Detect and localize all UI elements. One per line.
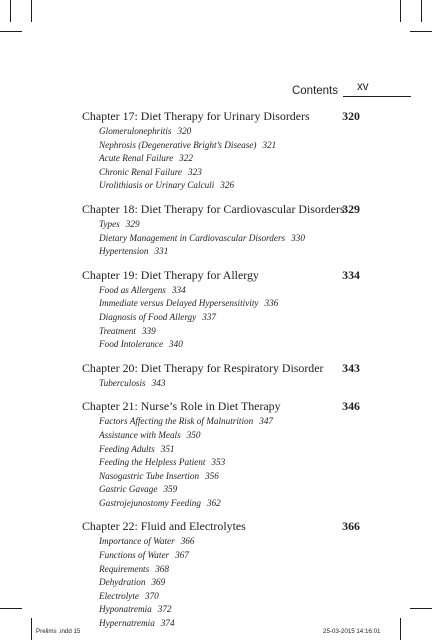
toc-chapter: [82, 107, 360, 193]
entry-title: Hyponatremia: [99, 604, 152, 615]
entry-page-number: 369: [151, 577, 166, 588]
entry-page-number: 320: [177, 126, 192, 136]
chapter-page-number: 320: [342, 109, 360, 123]
crop-mark-top-right-h: [410, 31, 432, 32]
entry-title: Factors Affecting the Risk of Malnutrition: [99, 416, 254, 427]
toc-entry: [99, 535, 360, 549]
toc-chapter: [82, 517, 360, 630]
chapter-title: Chapter 21: Nurse’s Role in Diet Therapy: [82, 399, 281, 414]
entry-page-number: 359: [163, 484, 178, 495]
chapter-page-number: 346: [342, 399, 360, 414]
entry-page-number: 337: [202, 311, 217, 322]
toc-entry: [99, 152, 360, 166]
entry-title: Urolithiasis or Urinary Calculi: [99, 180, 215, 191]
footer-file-name: Prelims .indd 15: [36, 628, 81, 635]
toc-entry: [99, 311, 360, 325]
entry-title: Gastric Gavage: [99, 484, 158, 495]
chapter-page-number: 343: [342, 360, 360, 375]
toc-chapter: [82, 266, 360, 352]
chapter-entries: [82, 218, 360, 259]
toc-entry: [99, 576, 360, 590]
chapter-heading: [82, 517, 360, 535]
entry-title: Treatment: [99, 325, 136, 336]
toc-entry: [99, 483, 360, 497]
toc-chapter: [82, 359, 360, 391]
toc-entry: [99, 456, 360, 470]
chapter-page-number: 329: [342, 201, 360, 216]
entry-page-number: 326: [220, 180, 235, 191]
crop-mark-bottom-right-h: [410, 608, 432, 609]
chapter-title: Chapter 20: Diet Therapy for Respiratory Disorder: [82, 360, 324, 375]
chapter-heading: [82, 107, 360, 125]
entry-page-number: 353: [211, 457, 226, 468]
entry-page-number: 368: [155, 563, 169, 574]
entry-title: Tuberculosis: [99, 377, 146, 388]
chapter-heading: [82, 359, 360, 377]
entry-title: Hypertension: [99, 246, 149, 257]
entry-page-number: 370: [144, 590, 159, 601]
crop-mark-top-right-v2: [421, 0, 422, 22]
entry-page-number: 343: [151, 377, 166, 388]
entry-page-number: 350: [186, 429, 201, 440]
entry-page-number: 362: [206, 497, 221, 508]
toc-entry: [99, 338, 360, 352]
toc-entry: [99, 563, 360, 577]
chapter-page-number: 366: [342, 519, 360, 534]
running-header-title: Contents: [291, 85, 338, 97]
footer-timestamp: 25-03-2015 14:16:01: [323, 628, 381, 635]
chapter-heading: [82, 266, 360, 284]
entry-title: Glomerulonephritis: [99, 126, 172, 136]
chapter-entries: [82, 535, 360, 630]
chapter-title: Chapter 22: Fluid and Electrolytes: [82, 519, 246, 534]
entry-title: Dietary Management in Cardiovascular Disorders: [99, 232, 286, 243]
toc-entry: [99, 470, 360, 484]
chapter-entries: [82, 377, 360, 391]
entry-title: Chronic Renal Failure: [99, 166, 183, 177]
toc-entry: [99, 377, 360, 391]
chapter-page-number: 334: [342, 267, 360, 282]
toc-entry: [99, 443, 360, 457]
toc-entry: [99, 590, 360, 604]
toc-entry: [99, 139, 360, 153]
entry-page-number: 329: [125, 218, 140, 229]
running-header-page-number: xv: [357, 81, 369, 93]
entry-page-number: 367: [175, 550, 189, 561]
entry-page-number: 372: [157, 604, 172, 615]
entry-page-number: 322: [179, 153, 193, 164]
chapter-heading: [82, 397, 360, 415]
entry-page-number: 321: [262, 139, 277, 150]
entry-title: Food as Allergens: [99, 284, 166, 295]
toc-entry: [99, 245, 360, 259]
entry-page-number: 323: [188, 166, 202, 177]
entry-page-number: 351: [160, 443, 175, 454]
chapter-title: Chapter 18: Diet Therapy for Cardiovascular Disorders: [82, 201, 345, 216]
toc-entry: [99, 325, 360, 339]
entry-page-number: 374: [160, 618, 175, 629]
chapter-title: Chapter 17: Diet Therapy for Urinary Disorders: [82, 109, 310, 123]
crop-mark-bottom-right-v: [400, 618, 401, 640]
crop-mark-top-left-v2: [10, 0, 11, 22]
toc-chapter: [82, 200, 360, 259]
toc-entry: [99, 125, 360, 139]
table-of-contents: [82, 107, 360, 638]
entry-page-number: 340: [169, 339, 183, 350]
toc-entry: [99, 415, 360, 429]
crop-mark-top-left-h: [0, 31, 22, 32]
entry-title: Feeding Adults: [99, 443, 155, 454]
toc-chapter: [82, 397, 360, 510]
entry-page-number: 366: [180, 536, 195, 547]
crop-mark-bottom-left-h: [0, 608, 22, 609]
entry-page-number: 356: [205, 470, 219, 481]
entry-title: Nephrosis (Degenerative Bright’s Disease): [99, 139, 257, 150]
entry-title: Food Intolerance: [99, 339, 164, 350]
toc-entry: [99, 179, 360, 193]
entry-title: Feeding the Helpless Patient: [99, 457, 206, 468]
entry-title: Functions of Water: [99, 550, 170, 561]
toc-entry: [99, 497, 360, 511]
chapter-entries: [82, 415, 360, 510]
entry-title: Requirements: [99, 563, 150, 574]
entry-title: Electrolyte: [99, 590, 139, 601]
entry-page-number: 330: [291, 232, 305, 243]
entry-title: Dehydration: [99, 577, 146, 588]
entry-title: Hypernatremia: [99, 618, 155, 629]
toc-entry: [99, 429, 360, 443]
toc-entry: [99, 603, 360, 617]
entry-page-number: 339: [141, 325, 156, 336]
entry-page-number: 331: [154, 246, 169, 257]
entry-title: Immediate versus Delayed Hypersensitivity: [99, 298, 259, 309]
entry-title: Importance of Water: [99, 536, 175, 547]
entry-page-number: 347: [259, 416, 273, 427]
entry-title: Gastrojejunostomy Feeding: [99, 497, 201, 508]
chapter-entries: [82, 284, 360, 352]
toc-entry: [99, 218, 360, 232]
entry-title: Acute Renal Failure: [99, 153, 174, 164]
toc-entry: [99, 549, 360, 563]
entry-page-number: 334: [171, 284, 186, 295]
crop-mark-top-right-v: [400, 0, 401, 22]
chapter-heading: [82, 200, 360, 218]
entry-title: Diagnosis of Food Allergy: [99, 311, 197, 322]
header-rule: [343, 96, 411, 97]
entry-title: Assistance with Meals: [99, 429, 181, 440]
toc-entry: [99, 166, 360, 180]
toc-entry: [99, 297, 360, 311]
crop-mark-bottom-left-v: [31, 618, 32, 640]
entry-title: Nasogastric Tube Insertion: [99, 470, 200, 481]
entry-title: Types: [99, 218, 120, 229]
toc-entry: [99, 232, 360, 246]
entry-page-number: 336: [264, 298, 279, 309]
crop-mark-top-left-v: [31, 0, 32, 22]
toc-entry: [99, 617, 360, 631]
chapter-title: Chapter 19: Diet Therapy for Allergy: [82, 267, 259, 282]
chapter-entries: [82, 125, 360, 193]
toc-entry: [99, 284, 360, 298]
